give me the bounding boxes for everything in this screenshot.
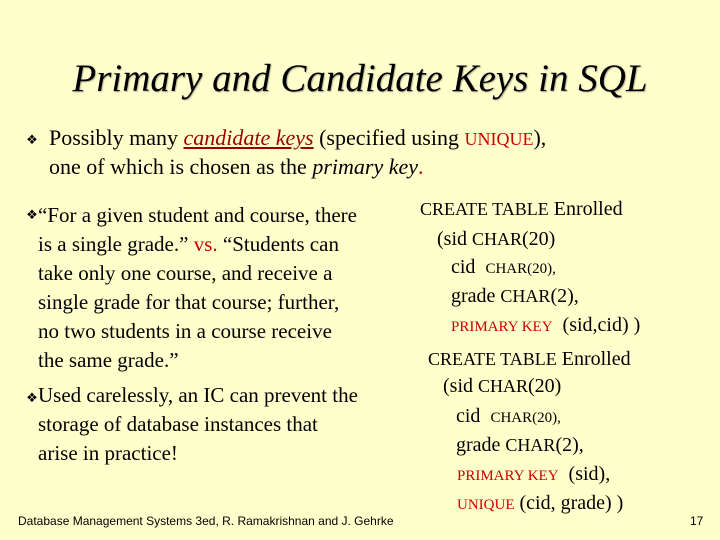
code1-line2: (sid CHAR(20) <box>437 228 556 250</box>
code2-line6: UNIQUE (cid, grade) ) <box>457 492 624 514</box>
footer-citation: Database Management Systems 3ed, R. Ramakrishnan and J. Gehrke <box>18 514 394 528</box>
bullet2-text: “For a given student and course, there is a single grade.” vs. “Students can take only one course, and receive a single grade for that course; further, no two students in a course receive the same grade.” <box>38 203 357 372</box>
candidate-keys-term: candidate keys <box>183 125 314 150</box>
bullet1-line2: one of which is chosen as the primary key. <box>49 154 424 179</box>
bullet-icon: ❖ <box>26 208 38 223</box>
bullet3-text: Used carelessly, an IC can prevent the storage of database instances that arise in practice! <box>38 383 358 465</box>
code1-line3: cid CHAR(20), <box>451 256 556 278</box>
slide-title: Primary and Candidate Keys in SQL <box>72 57 648 100</box>
code1-line5: PRIMARY KEY (sid,cid) ) <box>451 314 641 336</box>
unique-keyword: UNIQUE <box>464 129 534 149</box>
code1-line1: CREATE TABLE Enrolled <box>420 198 623 220</box>
code2-line1: CREATE TABLE Enrolled <box>428 348 631 370</box>
primary-key-term: primary key <box>312 154 419 179</box>
code2-line5: PRIMARY KEY (sid), <box>457 463 611 485</box>
bullet-icon: ❖ <box>26 133 38 148</box>
code2-line4: grade CHAR(2), <box>456 434 584 456</box>
code1-line4: grade CHAR(2), <box>451 285 579 307</box>
bullet1-line1: Possibly many candidate keys (specified using UNIQUE), <box>49 125 547 150</box>
code2-line3: cid CHAR(20), <box>456 405 561 427</box>
page-number: 17 <box>690 514 704 528</box>
code2-line2: (sid CHAR(20) <box>443 375 562 397</box>
bullet-icon: ❖ <box>26 391 38 406</box>
vs-label: vs. <box>193 232 218 256</box>
